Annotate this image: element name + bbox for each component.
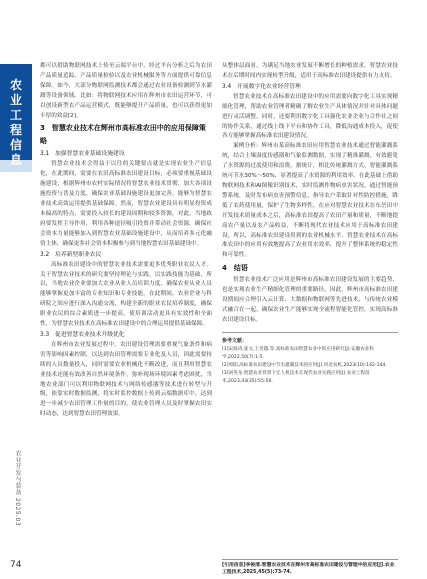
paragraph: 从整体层面看，为满足当地农业发展不断增长的种植需求，智慧农业技术在后期时间内实现转型升级，适用于高标准农田建设提供有力支持。 <box>222 63 398 79</box>
reference-item: [3]刘英龙.智慧农业背景下无人机技术在现代农业实践应用[J].农业工程技术,2023,43(35):55-56. <box>222 370 370 384</box>
left-column <box>40 62 212 420</box>
references <box>222 332 398 386</box>
section-heading: 4 结语 <box>222 264 248 273</box>
paragraph: 智慧农业技术会得益于以往的关键要点就是实现农业生产信息化，在此期间，需要在农田高标准农田建设目标，必须要重视基础设施建设，根据辉州市农村实际情况将智慧农业技术贯彻、加大各项设施投资与普及力度，确保农业基础设施建设更加完善，能够为智慧农业技术高效运用提供基础保障。然而，智慧农业建设具有明显投资成本偏高的特点，需要投入较长的建设周期和较多资源，对此，当地政府要发挥主导作用，利用各种途径吸引投资并带动社会资源，确保社会资本力量能够加入到智慧农业基础设施建设中，从而培养多元化融资主体，确保更多社会资本积极参与到当地智慧农田基础建设中。 <box>40 161 212 247</box>
journal-issue: 农业开发与装备 2025.03 <box>14 450 21 527</box>
reference-item: [1]宋海涛,张文,王善越.等.高标准农田智慧农业中的应用研究[J].安徽农业科学,2022,50(7):1-5. <box>222 346 374 360</box>
section-heading: 3 智慧农业技术在辉州市高标准农田中的应用保障策略 <box>40 124 206 146</box>
paragraph: 高标准农田建设中的智慧农业技术需要更多优秀职业农民人才。关于智慧农业技术的研究要坚持理论与实践，以实践技能为基础，所以，当地农业企业要加大农业从业人员培训力度，确保农业从业人员能够掌握更加丰富的专业知识和专业技能。在此期间，农业企业与科研院之间应进行深入沟通交流，构建全新的职业农民培养制度，确保职业农民的综合素质进一步提高，使培训活动更具有实效性和全面性，为智慧农业技术在高标准农田建设中的合理运用提供基础保障。 <box>40 261 212 328</box>
subsection-heading: 3.1 加强智慧农业基础设施建设 <box>40 151 125 158</box>
subsection-heading: 3.4 开展数字化农业经营管理 <box>222 83 301 90</box>
citation-info: [引用信息]李俊清.智慧农业技术在辉州市高标准农田建设与管理中的应用[J].农业工程技术,2025,45(5):73-74. <box>222 559 398 576</box>
references-title: 参考文献： <box>222 337 248 344</box>
right-column-body <box>222 62 398 326</box>
paragraph: 都可以借助物联网技术上传至云端平台中，经过平台分析之后为农田产品质量追踪、产品质量检验以及农业机械服务等方面提供可靠信息保障。如今，大部分物联网监测技术都会通过农业设备检测到节水灌溉等设备领域。比如：将物联网技术应用在辉州市农田运营环节，可以创设新型农产品运营模式，既能够提升产品质量，也可以获得更加丰厚的效益[2]。 <box>40 63 212 119</box>
section-title: 农业工程信息 <box>9 78 22 167</box>
reference-item: [2]周阳,高标准农田建设中节水灌溉技术的应用[J].河北农机,2023(10):142-144. <box>222 362 387 368</box>
right-column <box>222 62 398 386</box>
subsection-heading: 3.2 培养新型职业农民 <box>40 251 102 258</box>
paragraph: 在辉州市农业发展过程中，农田建设管理需要重视气象条件和病害等影响因素控制，以达到农田管理需要专业化及人员，因此需要持续的人员数量投入，同时需要农业机械化不断改进，而且利用智慧农业技术还能有效改善自然环境条件，弥补现场环境因素考虑困扰，当地农业部门可以利用物联网技术与网络传感器等技术进行转型与升级，依靠实时数据监测，将实时监控数据上传到云端数据库中，达到进一步减少农田管理工作量的目的，使农业管理人员及时掌握农田实时动态，达到智慧农田管理效果。 <box>40 341 212 418</box>
paragraph: 案例分析：辉州市某高标准农田应用智慧农业技术通过智能灌溉系统，结合土壤湿度传感器和气象监测数据，实现了精准灌溉。有效避免了水资源的过度使用和浪费。据统计，相比传统灌溉方式，智能灌溉系统可节水30%～50%，显著提高了水资源的利用效率。在此基础上借助物联网技术和AI图像识别技术，实时监测作物病虫害状况，通过智能预警系统，及时发布病虫害预警信息，指导农户采取针对性防控措施，降低了农药使用量，保护了生物多样性。在应对智慧农业技术在东岳田中开发技术质量成本之后，高标准农田提高了农田产量和质量，不断地提高农产量以及农产品收益，不断将现代农业技术应用于高标准农田建设，所以，高标准农田建设用到的农业机械水平、智慧农业技术在高标准农田中的应用有效地提高了农业用水效率，提升了整体系统的稳定性和可靠性。 <box>222 143 398 259</box>
paragraph: 智慧农业技术广泛应用是辉州市高标准农田建设发展的主要趋势，也是实现农业生产精细化管理的重要路径。因此，辉州市高标准农田建设期间应合理引入云计算、大数据和物联网等先进技术，与传统农业模式融合在一起，确保农业生产能够实现全流程智能化管控，实现高标准农田建设目标。 <box>222 277 398 323</box>
subsection-heading: 3.3 促进智慧农业技术升级优化 <box>40 331 125 338</box>
page-number: 74 <box>10 560 22 570</box>
paragraph: 智慧农业技术在高标准农田建设中的应用需要向数字化工具实现精细化管理，帮助农业管理者精确了解农业生产具体情况并针对具体问题进行灵活调整。同时，还要利用数字化工具强化农业企业与合作社之间的协作关系，通过线上线下平台和协作工具，降低沟通成本投入，促使各方能够掌握高标准农田建设情况。 <box>222 93 398 140</box>
